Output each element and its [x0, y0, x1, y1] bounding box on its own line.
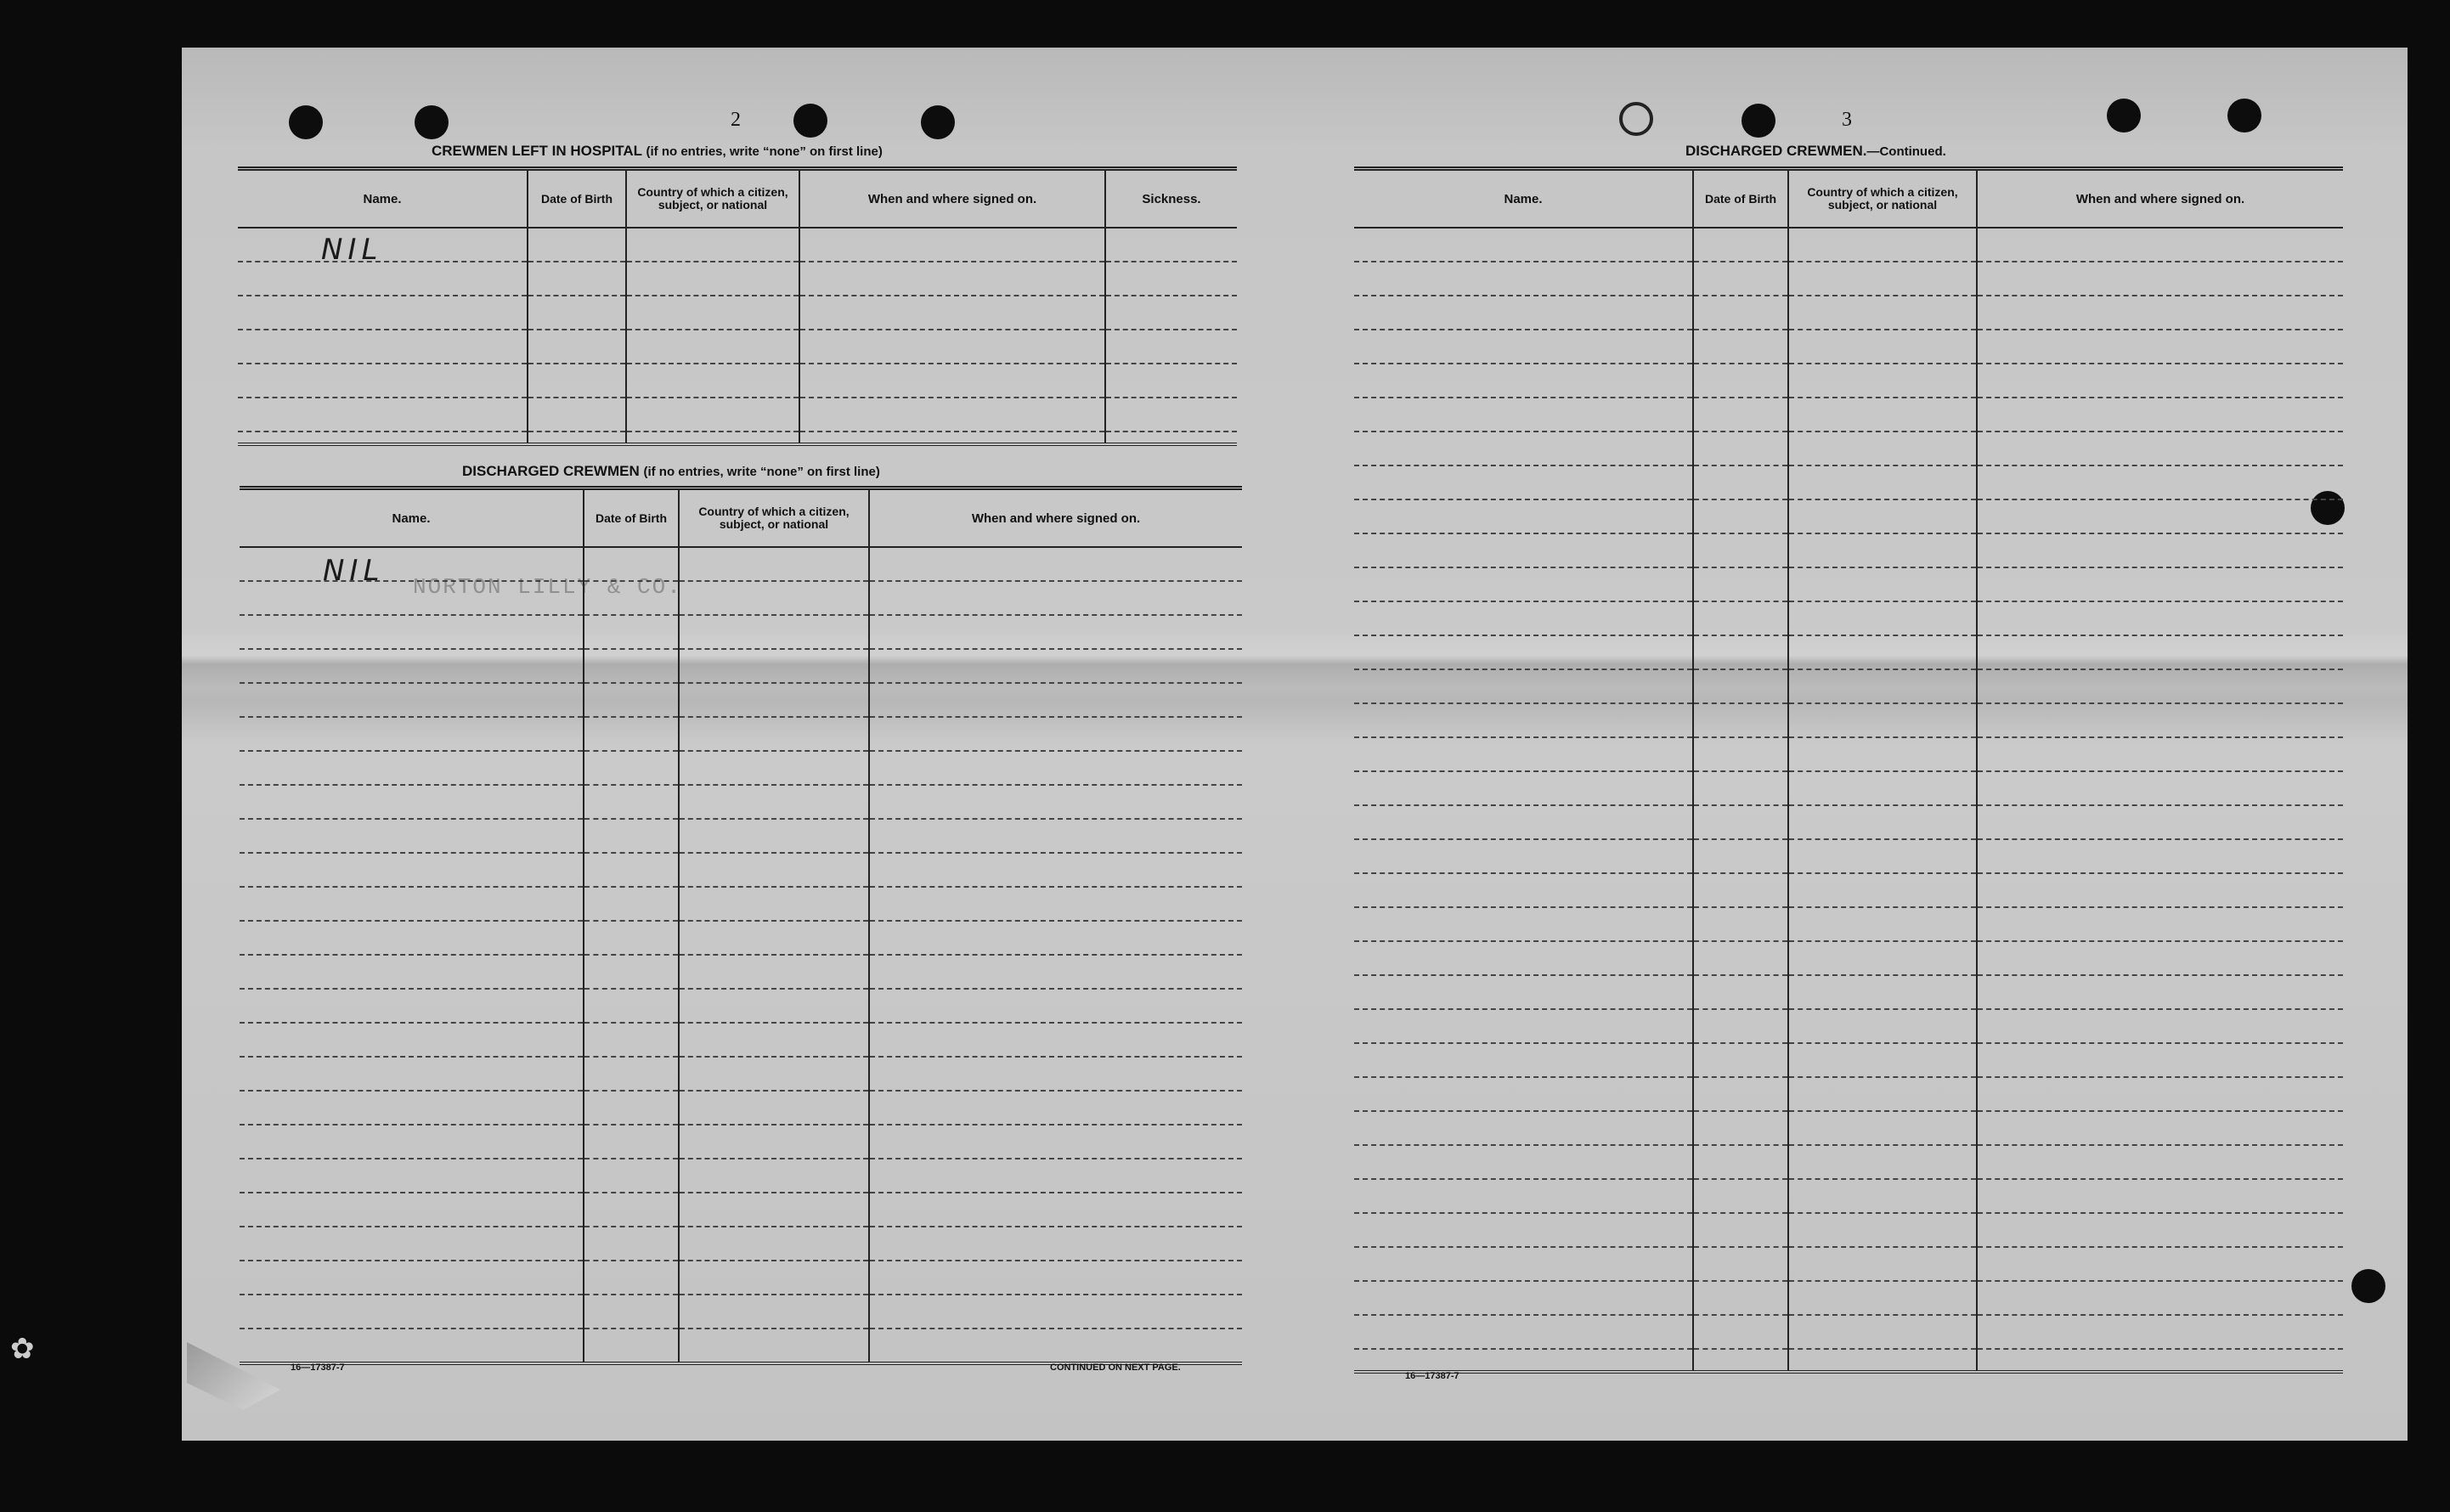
ruled-line [1354, 330, 1692, 364]
ruled-line [1354, 1214, 1692, 1248]
ruled-line [1354, 398, 1692, 432]
ruled-line [680, 1126, 868, 1159]
ruled-line [240, 616, 583, 650]
column-signed-on [1978, 171, 2343, 1370]
ruled-line [870, 1261, 1242, 1295]
ruled-line [870, 786, 1242, 820]
scan-mark: ✿ [10, 1334, 35, 1365]
column-date-of-birth [1694, 171, 1789, 1370]
ruled-line [1978, 432, 2343, 466]
ruled-line [680, 616, 868, 650]
ruled-line [1694, 398, 1787, 432]
ruled-line [680, 1261, 868, 1295]
ruled-line [680, 684, 868, 718]
ruled-line [1694, 1316, 1787, 1350]
ruled-line [1789, 1214, 1976, 1248]
discharged-table [240, 486, 1242, 1365]
column-name [1354, 171, 1694, 1370]
ruled-line [1789, 1146, 1976, 1180]
ruled-line [240, 786, 583, 820]
ruled-line [870, 820, 1242, 854]
ruled-line [680, 752, 868, 786]
hospital-table [238, 166, 1237, 446]
ruled-line [1694, 568, 1787, 602]
ruled-line [1694, 1010, 1787, 1044]
column-header: Country of which a citizen, subject, or national [1789, 171, 1976, 228]
ruled-line [1694, 534, 1787, 568]
ruled-line [584, 1058, 678, 1092]
ruled-line [1354, 840, 1692, 874]
ruled-line [1789, 704, 1976, 738]
ruled-line [240, 854, 583, 888]
ruled-line [1354, 500, 1692, 534]
ruled-line [1978, 874, 2343, 908]
column-header: Date of Birth [528, 171, 625, 228]
ruled-line [584, 718, 678, 752]
ruled-line [584, 616, 678, 650]
ruled-line [680, 1159, 868, 1193]
ruled-line [1789, 296, 1976, 330]
ruled-line [1694, 704, 1787, 738]
ruled-line [1694, 262, 1787, 296]
punch-hole [1619, 102, 1653, 136]
ruled-line [1789, 636, 1976, 670]
ruled-line [870, 888, 1242, 922]
ruled-line [1978, 568, 2343, 602]
ruled-line [680, 718, 868, 752]
ruled-line [584, 888, 678, 922]
ruled-line [680, 650, 868, 684]
ruled-line [1354, 1248, 1692, 1282]
ruled-line [1978, 1180, 2343, 1214]
ruled-line [1978, 228, 2343, 262]
ruled-line [1694, 670, 1787, 704]
column-header: Name. [238, 171, 527, 228]
ruled-line [1354, 1010, 1692, 1044]
ruled-line [870, 1193, 1242, 1227]
ruled-line [1789, 1180, 1976, 1214]
ruled-line [1978, 262, 2343, 296]
ruled-line [1354, 772, 1692, 806]
ruled-line [1354, 1282, 1692, 1316]
column-header: Country of which a citizen, subject, or national [680, 490, 868, 548]
column-signed-on [800, 171, 1106, 443]
ruled-line [1789, 466, 1976, 500]
ruled-line [240, 990, 583, 1024]
ruled-line [680, 1024, 868, 1058]
ruled-line [680, 820, 868, 854]
ruled-line [1694, 1180, 1787, 1214]
ruled-line [680, 1092, 868, 1126]
ruled-line [1354, 602, 1692, 636]
column-header: Date of Birth [584, 490, 678, 548]
ruled-line [1789, 568, 1976, 602]
ruled-line [1694, 636, 1787, 670]
continued-note: CONTINUED ON NEXT PAGE. [1050, 1362, 1181, 1373]
punch-hole [2351, 1269, 2385, 1303]
column-header: Name. [240, 490, 583, 548]
ruled-line [584, 1193, 678, 1227]
faint-stamp: NORTON LILLY & CO. [413, 574, 682, 600]
ruled-line [1789, 840, 1976, 874]
ruled-line [584, 1159, 678, 1193]
ruled-line [1354, 670, 1692, 704]
ruled-line [1694, 228, 1787, 262]
ruled-line [680, 1227, 868, 1261]
ruled-line [1789, 1282, 1976, 1316]
ruled-line [240, 1295, 583, 1329]
ruled-line [1694, 432, 1787, 466]
ruled-line [1789, 738, 1976, 772]
ruled-line [870, 1227, 1242, 1261]
ruled-line [1789, 1316, 1976, 1350]
ruled-line [1694, 1214, 1787, 1248]
ruled-line [1789, 432, 1976, 466]
ruled-line [1789, 908, 1976, 942]
ruled-line [240, 1159, 583, 1193]
ruled-line [1789, 534, 1976, 568]
ruled-line [1694, 296, 1787, 330]
handwritten-entry: NIL [323, 554, 385, 588]
ruled-line [870, 1092, 1242, 1126]
column-header: Country of which a citizen, subject, or national [627, 171, 799, 228]
ruled-line [1978, 296, 2343, 330]
column-country [627, 171, 800, 443]
ruled-line [1978, 738, 2343, 772]
punch-hole [2227, 99, 2261, 133]
ruled-line [1354, 1112, 1692, 1146]
ruled-line [1789, 1112, 1976, 1146]
ruled-line [1978, 1248, 2343, 1282]
ruled-line [584, 786, 678, 820]
column-date-of-birth [584, 490, 680, 1362]
ruled-line [680, 990, 868, 1024]
ruled-line [1354, 1044, 1692, 1078]
ruled-line [1978, 398, 2343, 432]
ruled-line [1789, 1010, 1976, 1044]
ruled-line [1789, 228, 1976, 262]
column-header: Date of Birth [1694, 171, 1787, 228]
ruled-line [1789, 1078, 1976, 1112]
ruled-line [1694, 976, 1787, 1010]
page-number-right: 3 [1842, 109, 1852, 131]
ruled-line [1789, 942, 1976, 976]
ruled-line [1354, 296, 1692, 330]
ruled-line [680, 548, 868, 582]
ruled-line [870, 1295, 1242, 1329]
page-number-left: 2 [731, 109, 741, 131]
ruled-line [870, 990, 1242, 1024]
ruled-line [584, 1092, 678, 1126]
ruled-line [1789, 1044, 1976, 1078]
column-header: Name. [1354, 171, 1692, 228]
ruled-line [1978, 534, 2343, 568]
ruled-line [240, 922, 583, 956]
ruled-line [1694, 840, 1787, 874]
column-header: When and where signed on. [1978, 171, 2343, 228]
ruled-line [584, 684, 678, 718]
ruled-line [1978, 466, 2343, 500]
ruled-line [1789, 874, 1976, 908]
column-date-of-birth [528, 171, 627, 443]
ruled-line [1978, 1146, 2343, 1180]
ruled-line [1694, 500, 1787, 534]
ruled-line [584, 1227, 678, 1261]
ruled-line [584, 922, 678, 956]
ruled-line [1354, 228, 1692, 262]
punch-hole [1742, 104, 1775, 138]
ruled-line [1978, 1112, 2343, 1146]
ruled-line [870, 582, 1242, 616]
discharged-section-title: DISCHARGED CREWMEN (if no entries, write “none” on first line) [462, 463, 880, 479]
ruled-line [870, 1024, 1242, 1058]
ruled-line [584, 1024, 678, 1058]
ruled-line [1354, 262, 1692, 296]
continued-section-title: DISCHARGED CREWMEN.—Continued. [1685, 143, 1946, 159]
ruled-line [680, 1058, 868, 1092]
ruled-line [1789, 262, 1976, 296]
ruled-line [1354, 568, 1692, 602]
ruled-line [1789, 500, 1976, 534]
ruled-line [680, 922, 868, 956]
ruled-line [1978, 772, 2343, 806]
ruled-line [1694, 602, 1787, 636]
ruled-line [584, 752, 678, 786]
ruled-line [1978, 1282, 2343, 1316]
ruled-line [870, 616, 1242, 650]
ruled-line [1694, 908, 1787, 942]
ruled-line [680, 582, 868, 616]
ruled-line [1978, 670, 2343, 704]
ruled-line [1694, 1282, 1787, 1316]
ruled-line [584, 820, 678, 854]
column-name [238, 171, 528, 443]
ruled-line [1694, 364, 1787, 398]
ruled-line [1789, 330, 1976, 364]
ruled-line [1978, 908, 2343, 942]
ruled-line [1694, 772, 1787, 806]
column-header: When and where signed on. [800, 171, 1104, 228]
ruled-line [584, 990, 678, 1024]
ruled-line [240, 888, 583, 922]
ruled-line [1354, 1146, 1692, 1180]
ruled-line [1978, 1010, 2343, 1044]
ruled-line [870, 548, 1242, 582]
ruled-line [1694, 738, 1787, 772]
ruled-line [1978, 942, 2343, 976]
ruled-line [1694, 1146, 1787, 1180]
ruled-line [870, 1126, 1242, 1159]
ruled-line [1354, 1180, 1692, 1214]
ruled-line [1978, 1316, 2343, 1350]
ruled-line [1978, 1044, 2343, 1078]
ruled-line [1978, 500, 2343, 534]
ruled-line [1354, 874, 1692, 908]
ruled-line [1354, 806, 1692, 840]
ruled-line [240, 1058, 583, 1092]
ruled-line [240, 1126, 583, 1159]
ruled-line [1789, 976, 1976, 1010]
ruled-line [680, 888, 868, 922]
ruled-line [870, 1058, 1242, 1092]
ruled-line [680, 1295, 868, 1329]
column-signed-on [870, 490, 1242, 1362]
ruled-line [584, 1261, 678, 1295]
ruled-line [584, 650, 678, 684]
ruled-line [1694, 1044, 1787, 1078]
ruled-line [1789, 364, 1976, 398]
ruled-line [680, 786, 868, 820]
ruled-line [1978, 840, 2343, 874]
ruled-line [1789, 670, 1976, 704]
punch-hole [2107, 99, 2141, 133]
discharged-continued-table [1354, 166, 2343, 1374]
punch-hole [793, 104, 827, 138]
ruled-line [870, 752, 1242, 786]
ruled-line [584, 956, 678, 990]
ruled-line [1354, 1078, 1692, 1112]
ruled-line [240, 956, 583, 990]
ruled-line [1978, 976, 2343, 1010]
ruled-line [240, 1024, 583, 1058]
ruled-line [1978, 330, 2343, 364]
column-header: Sickness. [1106, 171, 1237, 228]
ruled-line [680, 854, 868, 888]
ruled-line [584, 1126, 678, 1159]
form-number-right: 16—17387-7 [1405, 1371, 1459, 1381]
form-number-left: 16—17387-7 [291, 1362, 345, 1373]
ruled-line [870, 854, 1242, 888]
ruled-line [1978, 636, 2343, 670]
column-country [1789, 171, 1978, 1370]
ruled-line [1694, 1078, 1787, 1112]
column-header: When and where signed on. [870, 490, 1242, 548]
ruled-line [1354, 466, 1692, 500]
column-name [240, 490, 584, 1362]
ruled-line [1694, 874, 1787, 908]
ruled-line [1694, 330, 1787, 364]
ruled-line [680, 1193, 868, 1227]
ruled-line [870, 684, 1242, 718]
ruled-line [240, 1193, 583, 1227]
ruled-line [1694, 942, 1787, 976]
ruled-line [240, 820, 583, 854]
ruled-line [1354, 1316, 1692, 1350]
ruled-line [1789, 1248, 1976, 1282]
ruled-line [1354, 976, 1692, 1010]
ruled-line [240, 650, 583, 684]
ruled-line [1978, 364, 2343, 398]
ruled-line [1789, 398, 1976, 432]
ruled-line [1694, 466, 1787, 500]
ruled-line [1354, 364, 1692, 398]
ruled-line [1978, 1214, 2343, 1248]
ruled-line [870, 922, 1242, 956]
punch-hole [921, 105, 955, 139]
column-country [680, 490, 870, 1362]
ruled-line [240, 684, 583, 718]
ruled-line [1354, 432, 1692, 466]
ruled-line [1789, 772, 1976, 806]
ruled-line [870, 1159, 1242, 1193]
ruled-line [870, 650, 1242, 684]
ruled-line [584, 1295, 678, 1329]
ruled-line [240, 1092, 583, 1126]
hospital-section-title: CREWMEN LEFT IN HOSPITAL (if no entries, write “none” on first line) [432, 143, 883, 159]
ruled-line [1354, 636, 1692, 670]
ruled-line [870, 718, 1242, 752]
ruled-line [1789, 806, 1976, 840]
ruled-line [584, 854, 678, 888]
ruled-line [1978, 1078, 2343, 1112]
ruled-line [1978, 704, 2343, 738]
ruled-line [1354, 942, 1692, 976]
ruled-line [1789, 602, 1976, 636]
ruled-line [240, 752, 583, 786]
ruled-line [240, 1261, 583, 1295]
ruled-line [240, 718, 583, 752]
ruled-line [1354, 908, 1692, 942]
punch-hole [289, 105, 323, 139]
ruled-line [680, 956, 868, 990]
ruled-line [1354, 738, 1692, 772]
ruled-line [1978, 602, 2343, 636]
ruled-line [1978, 806, 2343, 840]
ruled-line [240, 1227, 583, 1261]
ruled-line [1354, 704, 1692, 738]
ruled-line [870, 956, 1242, 990]
handwritten-entry: NIL [321, 233, 383, 267]
ruled-line [1354, 534, 1692, 568]
column-sickness [1106, 171, 1237, 443]
ruled-line [1694, 1112, 1787, 1146]
ruled-line [1694, 1248, 1787, 1282]
punch-hole [415, 105, 449, 139]
ruled-line [1694, 806, 1787, 840]
